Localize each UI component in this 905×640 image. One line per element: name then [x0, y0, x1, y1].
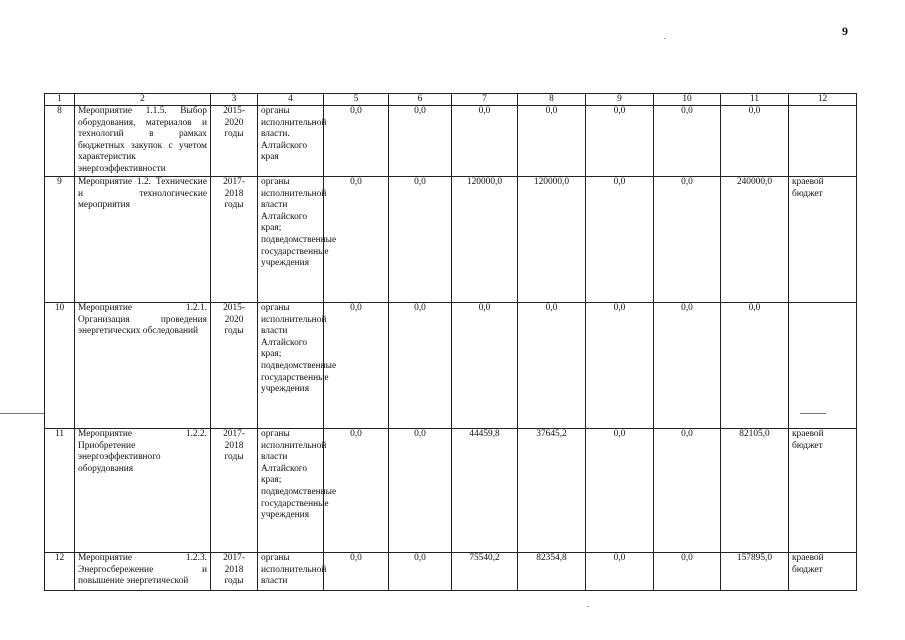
- scan-fold-mark-right: [800, 413, 826, 414]
- value-col-10: 0,0: [654, 303, 721, 429]
- value-col-10: 0,0: [654, 106, 721, 177]
- scan-fold-mark-left: [0, 413, 44, 414]
- value-col-5: 0,0: [324, 429, 389, 553]
- scan-dot: [587, 606, 589, 607]
- value-col-6: 0,0: [389, 429, 452, 553]
- column-header-8: 8: [518, 94, 586, 106]
- column-header-7: 7: [452, 94, 518, 106]
- value-col-8: 120000,0: [518, 177, 586, 303]
- row-number: 8: [45, 106, 75, 177]
- column-header-12: 12: [789, 94, 857, 106]
- table-row: [45, 429, 857, 553]
- table-row: [45, 106, 857, 177]
- column-header-1: 1: [45, 94, 75, 106]
- measure-name: Мероприятие 1.2.3. Энергосбережение и повышение энергетической: [75, 553, 211, 591]
- measure-name: Мероприятие 1.2.1. Организация проведения энергетических обследований: [75, 303, 211, 429]
- row-number: 11: [45, 429, 75, 553]
- executor: органы исполнительной власти. Алтайского края: [258, 106, 324, 177]
- value-col-9: 0,0: [586, 177, 654, 303]
- measure-name: Мероприятие 1.2. Технические и технологические мероприятия: [75, 177, 211, 303]
- value-col-10: 0,0: [654, 429, 721, 553]
- funding-source: краевой бюджет: [789, 429, 857, 553]
- value-col-8: 37645,2: [518, 429, 586, 553]
- years: 2017-2018 годы: [211, 553, 258, 591]
- value-col-11: 0,0: [721, 303, 789, 429]
- executor: органы исполнительной власти Алтайского края; подведомственные государственные учреждения: [258, 429, 324, 553]
- value-col-11: 157895,0: [721, 553, 789, 591]
- years: 2015-2020 годы: [211, 106, 258, 177]
- value-col-7: 120000,0: [452, 177, 518, 303]
- column-header-2: 2: [75, 94, 211, 106]
- value-col-7: 0,0: [452, 106, 518, 177]
- header-row: [45, 94, 857, 106]
- column-header-11: 11: [721, 94, 789, 106]
- value-col-7: 75540,2: [452, 553, 518, 591]
- value-col-11: 240000,0: [721, 177, 789, 303]
- value-col-11: 0,0: [721, 106, 789, 177]
- value-col-6: 0,0: [389, 553, 452, 591]
- value-col-11: 82105,0: [721, 429, 789, 553]
- measure-name: Мероприятие 1.2.2. Приобретение энергоэффективного оборудования: [75, 429, 211, 553]
- table-row: [45, 303, 857, 429]
- table-row: [45, 553, 857, 591]
- value-col-5: 0,0: [324, 303, 389, 429]
- column-header-9: 9: [586, 94, 654, 106]
- funding-source: [789, 106, 857, 177]
- value-col-7: 0,0: [452, 303, 518, 429]
- funding-source: краевой бюджет: [789, 553, 857, 591]
- column-header-6: 6: [389, 94, 452, 106]
- budget-table: [44, 93, 857, 591]
- row-number: 10: [45, 303, 75, 429]
- row-number: 12: [45, 553, 75, 591]
- value-col-8: 82354,8: [518, 553, 586, 591]
- value-col-6: 0,0: [389, 303, 452, 429]
- funding-source: [789, 303, 857, 429]
- scan-dot: [664, 38, 666, 39]
- executor: органы исполнительной власти Алтайского края; подведомственные государственные учреждения: [258, 177, 324, 303]
- value-col-8: 0,0: [518, 303, 586, 429]
- column-header-4: 4: [258, 94, 324, 106]
- executor: органы исполнительной власти Алтайского края; подведомственные государственные учреждения: [258, 303, 324, 429]
- value-col-6: 0,0: [389, 177, 452, 303]
- value-col-6: 0,0: [389, 106, 452, 177]
- value-col-9: 0,0: [586, 303, 654, 429]
- value-col-9: 0,0: [586, 429, 654, 553]
- page-number: 9: [842, 24, 848, 38]
- funding-source: краевой бюджет: [789, 177, 857, 303]
- value-col-9: 0,0: [586, 106, 654, 177]
- value-col-8: 0,0: [518, 106, 586, 177]
- years: 2015-2020 годы: [211, 303, 258, 429]
- value-col-9: 0,0: [586, 553, 654, 591]
- column-header-5: 5: [324, 94, 389, 106]
- row-number: 9: [45, 177, 75, 303]
- value-col-5: 0,0: [324, 106, 389, 177]
- value-col-10: 0,0: [654, 553, 721, 591]
- value-col-5: 0,0: [324, 177, 389, 303]
- years: 2017-2018 годы: [211, 177, 258, 303]
- measure-name: Мероприятие 1.1.5. Выбор оборудования, материалов и технологий в рамках бюджетных закупок с учетом характеристик энергоэффективности: [75, 106, 211, 177]
- column-header-3: 3: [211, 94, 258, 106]
- column-header-10: 10: [654, 94, 721, 106]
- value-col-10: 0,0: [654, 177, 721, 303]
- value-col-7: 44459,8: [452, 429, 518, 553]
- value-col-5: 0,0: [324, 553, 389, 591]
- years: 2017-2018 годы: [211, 429, 258, 553]
- executor: органы исполнительной власти: [258, 553, 324, 591]
- table-row: [45, 177, 857, 303]
